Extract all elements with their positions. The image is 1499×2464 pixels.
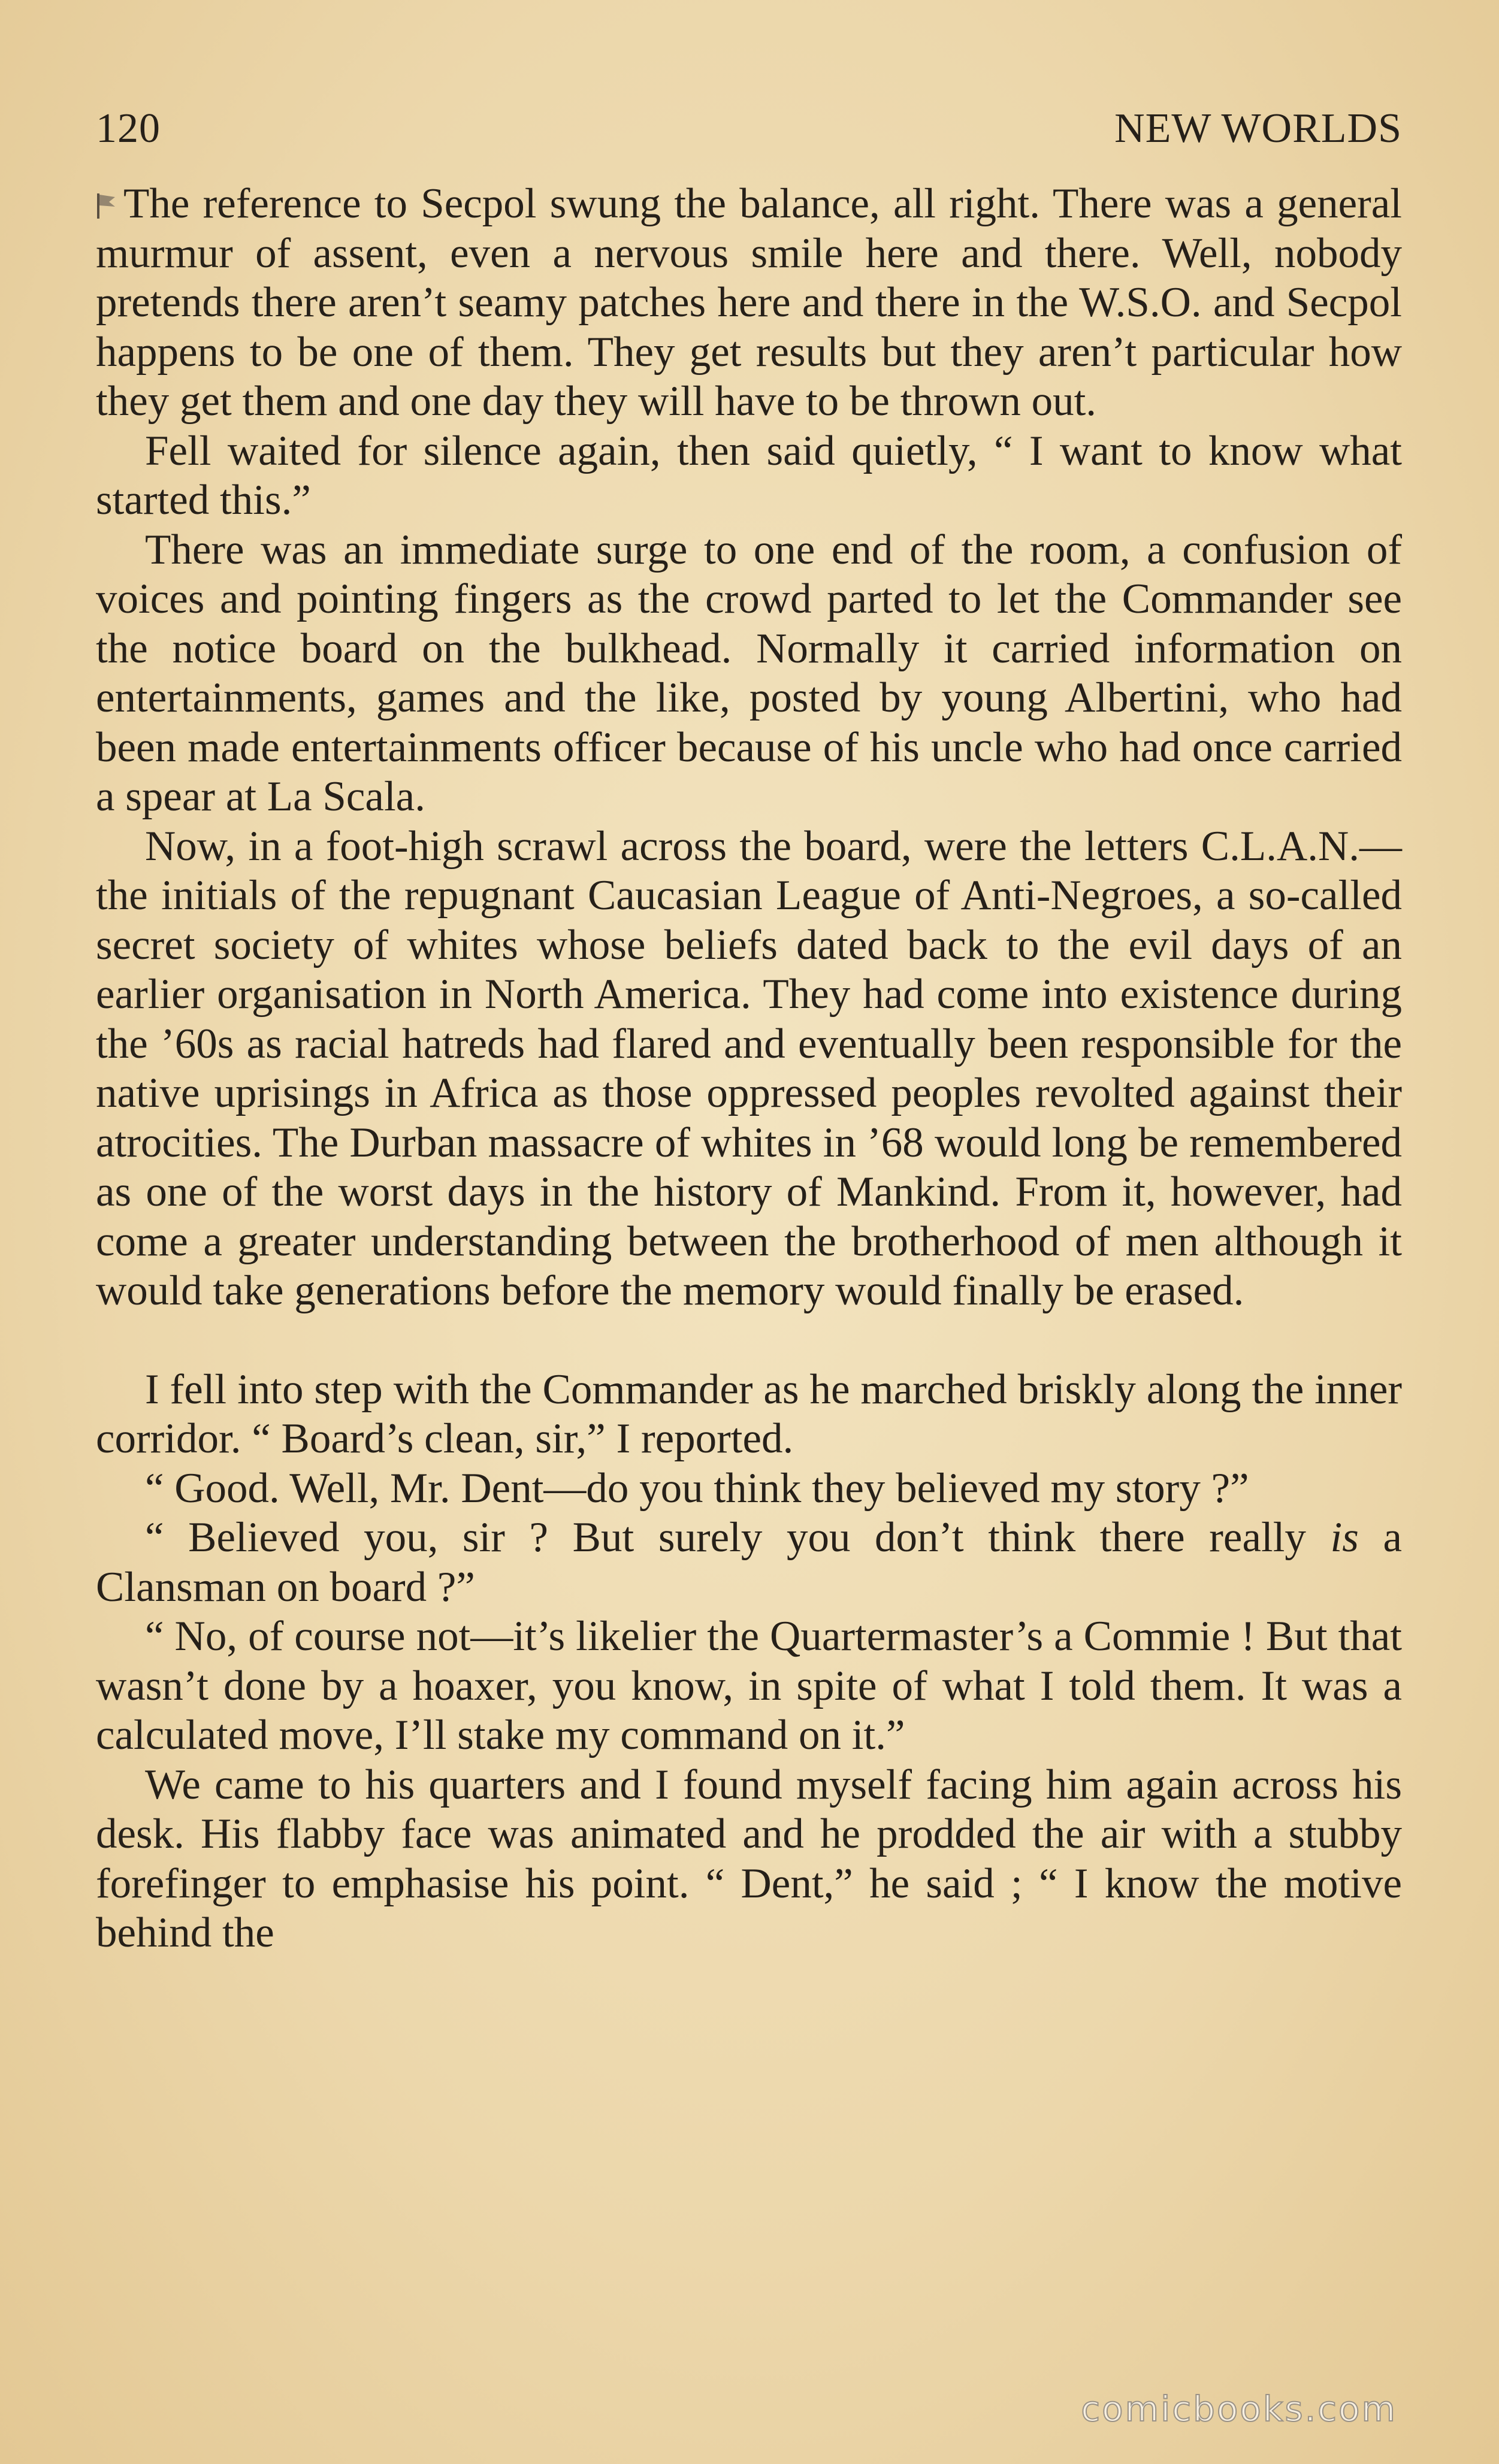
paragraph: We came to his quarters and I found myself facing him again across his desk. His flabby face was animated and he prodded the air with a stubby forefinger to emphasise his point. “ Dent,” he said ; “ I know the motive behind the	[96, 1761, 1402, 1956]
paragraph: I fell into step with the Commander as he marched briskly along the inner corridor. “ Board’s clean, sir,” I reported.	[96, 1366, 1402, 1462]
paragraph: There was an immediate surge to one end of the room, a confusion of voices and pointing fingers as the crowd parted to let the Commander see the notice board on the bulkhead. Normally it carried information on entertainments, games and the like, posted by young Albertini, who had been made entertainments officer because of his uncle who had once carried a spear at La Scala.	[96, 526, 1402, 820]
running-title: NEW WORLDS	[1114, 105, 1402, 152]
paragraph: “ No, of course not—it’s likelier the Quartermaster’s a Commie ! But that wasn’t done by a hoaxer, you know, in spite of what I told them. It was a calculated move, I’ll stake my command on it.”	[96, 1613, 1402, 1758]
running-header	[96, 105, 1402, 162]
paragraph: The reference to Secpol swung the balance, all right. There was a general murmur of assent, even a nervous smile here and there. Well, nobody pretends there aren’t seamy patches here and there in the W.S.O. and Secpol happens to be one of them. They get results but they aren’t particular how they get them and one day they will have to be thrown out.	[96, 180, 1402, 425]
pencil-mark-icon	[96, 191, 117, 220]
paragraph: “ Good. Well, Mr. Dent—do you think they believed my story ?”	[145, 1464, 1249, 1512]
paragraph: “ Believed you, sir ? But surely you don’t think there really is a Clansman on board ?”	[96, 1514, 1403, 1611]
body-text	[96, 179, 1402, 1958]
paragraph: Now, in a foot-high scrawl across the board, were the letters C.L.A.N.—the initials of the repugnant Caucasian League of Anti-Negroes, a so-called secret society of whites whose beliefs dated back to the evil days of an earlier organisation in North America. They had come into existence during the ’60s as racial hatreds had flared and eventually been responsible for the native uprisings in Africa as those oppressed peoples revolted against their atrocities. The Durban massacre of whites in ’68 would long be remembered as one of the worst days in the history of Mankind. From it, however, had come a greater understanding between the brotherhood of men although it would take generations before the memory would finally be erased.	[96, 822, 1402, 1314]
emphasis: is	[1330, 1514, 1359, 1561]
book-page	[96, 105, 1402, 1958]
watermark: comicbooks.com	[1081, 2389, 1397, 2429]
paragraph: Fell waited for silence again, then said quietly, “ I want to know what started this.”	[96, 427, 1402, 523]
page-number: 120	[96, 105, 161, 152]
